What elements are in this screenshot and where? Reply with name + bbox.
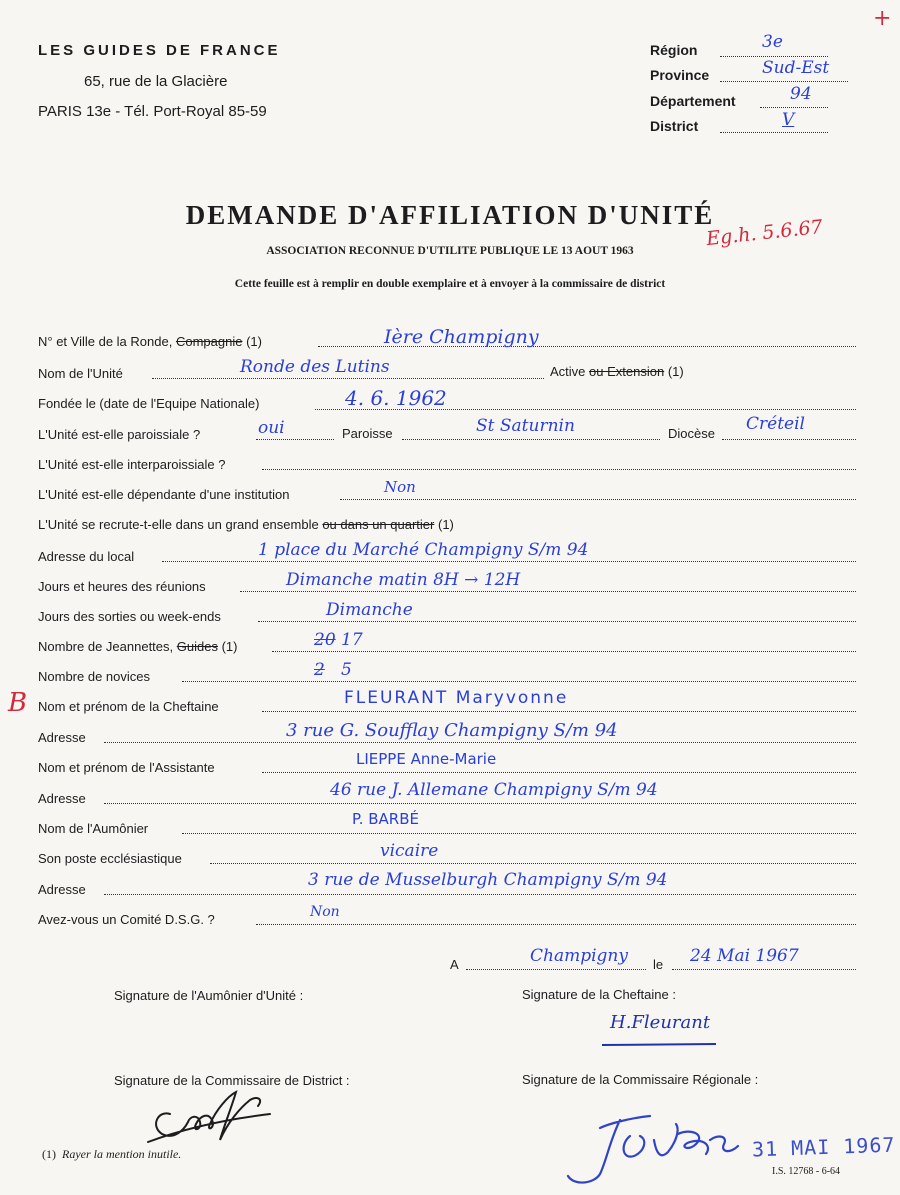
- active-label: Active ou Extension (1): [550, 364, 684, 379]
- cheftaine-adresse-value: 3 rue G. Soufflay Champigny S/m 94: [286, 720, 618, 741]
- paroisse-label: Paroisse: [342, 426, 393, 441]
- comite-line: [256, 923, 856, 925]
- paroissiale-line: [256, 438, 334, 440]
- paroissiale-label: L'Unité est-elle paroissiale ?: [38, 427, 201, 442]
- reunions-value: Dimanche matin 8H → 12H: [286, 570, 521, 590]
- ronde-value: Ière Champigny: [384, 326, 539, 348]
- place-a-label: A: [450, 957, 459, 972]
- institution-label: L'Unité est-elle dépendante d'une institution: [38, 487, 290, 502]
- sig-commissaire-regionale: [560, 1100, 750, 1190]
- margin-mark: B: [8, 688, 28, 718]
- form-title: DEMANDE D'AFFILIATION D'UNITÉ: [185, 200, 715, 230]
- recrute-label: L'Unité se recrute-t-elle dans un grand ensemble ou dans un quartier (1): [38, 517, 454, 532]
- sorties-line: [258, 620, 856, 622]
- departement-value: 94: [790, 84, 812, 104]
- institution-value: Non: [384, 478, 416, 496]
- aumonier-label: Nom de l'Aumônier: [38, 821, 149, 836]
- jeannettes-line: [272, 650, 856, 652]
- sig-commissaire-regionale-label: Signature de la Commissaire Régionale :: [522, 1072, 759, 1087]
- unite-label: Nom de l'Unité: [38, 366, 123, 381]
- date-stamp: 31 MAI 1967: [751, 1132, 896, 1162]
- sig-cheftaine-label: Signature de la Cheftaine :: [522, 987, 676, 1002]
- sorties-label: Jours des sorties ou week-ends: [38, 609, 221, 624]
- region-label: Région: [650, 42, 698, 58]
- cheftaine-value: FLEURANT Maryvonne: [344, 688, 569, 708]
- date-value: 24 Mai 1967: [690, 946, 799, 966]
- region-value: 3e: [762, 32, 783, 52]
- org-address-city: PARIS 13e - Tél. Port-Royal 85-59: [38, 103, 267, 120]
- assistante-value: LIEPPE Anne-Marie: [356, 750, 497, 768]
- date-line: [672, 968, 856, 970]
- sig-cheftaine: H.Fleurant: [610, 1012, 711, 1033]
- date-le-label: le: [653, 957, 664, 972]
- cheftaine-label: Nom et prénom de la Cheftaine: [38, 699, 219, 714]
- place-value: Champigny: [530, 946, 628, 966]
- province-label: Province: [650, 67, 710, 83]
- aumonier-adresse-line: [104, 893, 856, 895]
- district-label: District: [650, 118, 699, 134]
- aumonier-value: P. BARBÉ: [352, 810, 419, 828]
- assistante-line: [262, 771, 856, 773]
- district-line: [720, 118, 828, 133]
- unite-value: Ronde des Lutins: [240, 357, 390, 377]
- fondee-value: 4. 6. 1962: [345, 386, 447, 410]
- local-label: Adresse du local: [38, 549, 135, 564]
- ronde-label: N° et Ville de la Ronde, Compagnie (1): [38, 334, 262, 349]
- place-line: [466, 968, 646, 970]
- sig-commissaire-district: [140, 1086, 280, 1156]
- diocese-value: Créteil: [746, 414, 805, 434]
- interparoissiale-label: L'Unité est-elle interparoissiale ?: [38, 457, 226, 472]
- jeannettes-value: 20 17: [314, 630, 363, 650]
- sig-cheftaine-underline: [600, 1040, 720, 1048]
- poste-line: [210, 862, 856, 864]
- jeannettes-label: Nombre de Jeannettes, Guides (1): [38, 639, 238, 654]
- poste-value: vicaire: [380, 841, 439, 861]
- aumonier-adresse-label: Adresse: [38, 882, 86, 897]
- departement-label: Département: [650, 93, 736, 109]
- institution-line: [340, 498, 856, 500]
- aumonier-line: [182, 832, 856, 834]
- unite-line: [152, 377, 544, 379]
- comite-label: Avez-vous un Comité D.S.G. ?: [38, 912, 215, 927]
- interparoissiale-line: [262, 468, 856, 470]
- local-value: 1 place du Marché Champigny S/m 94: [258, 540, 589, 560]
- org-address-street: 65, rue de la Glacière: [84, 73, 228, 90]
- cheftaine-line: [262, 710, 856, 712]
- form-subtitle: ASSOCIATION RECONNUE D'UTILITE PUBLIQUE LE 13 AOUT 1963: [266, 245, 634, 257]
- assistante-adresse-label: Adresse: [38, 791, 86, 806]
- form-reference: I.S. 12768 - 6-64: [772, 1166, 841, 1177]
- org-name: LES GUIDES DE FRANCE: [38, 42, 281, 59]
- red-annotation: Eg.h. 5.6.67: [705, 215, 824, 251]
- corner-mark: +: [873, 6, 892, 31]
- paroisse-value: St Saturnin: [476, 416, 575, 436]
- sig-commissaire-district-label: Signature de la Commissaire de District :: [114, 1073, 350, 1088]
- aumonier-adresse-value: 3 rue de Musselburgh Champigny S/m 94: [308, 870, 668, 890]
- sig-aumonier-label: Signature de l'Aumônier d'Unité :: [114, 988, 304, 1003]
- novices-value: 2 5: [314, 660, 352, 680]
- cheftaine-adresse-label: Adresse: [38, 730, 86, 745]
- footnote: (1) Rayer la mention inutile.: [42, 1147, 182, 1161]
- local-line: [162, 560, 856, 562]
- province-value: Sud-Est: [762, 58, 830, 78]
- assistante-adresse-line: [104, 802, 856, 804]
- assistante-label: Nom et prénom de l'Assistante: [38, 760, 215, 775]
- form-instruction: Cette feuille est à remplir en double exemplaire et à envoyer à la commissaire de district: [234, 278, 666, 290]
- district-value: V: [782, 110, 795, 130]
- sorties-value: Dimanche: [326, 600, 413, 620]
- paroisse-line: [402, 438, 660, 440]
- novices-label: Nombre de novices: [38, 669, 150, 684]
- comite-value: Non: [310, 904, 340, 920]
- reunions-line: [240, 590, 856, 592]
- fondee-label: Fondée le (date de l'Equipe Nationale): [38, 396, 260, 411]
- poste-label: Son poste ecclésiastique: [38, 851, 182, 866]
- novices-line: [182, 680, 856, 682]
- diocese-line: [722, 438, 856, 440]
- diocese-label: Diocèse: [668, 426, 715, 441]
- paroissiale-value: oui: [258, 418, 285, 438]
- assistante-adresse-value: 46 rue J. Allemane Champigny S/m 94: [330, 780, 658, 800]
- reunions-label: Jours et heures des réunions: [38, 579, 206, 594]
- cheftaine-adresse-line: [104, 741, 856, 743]
